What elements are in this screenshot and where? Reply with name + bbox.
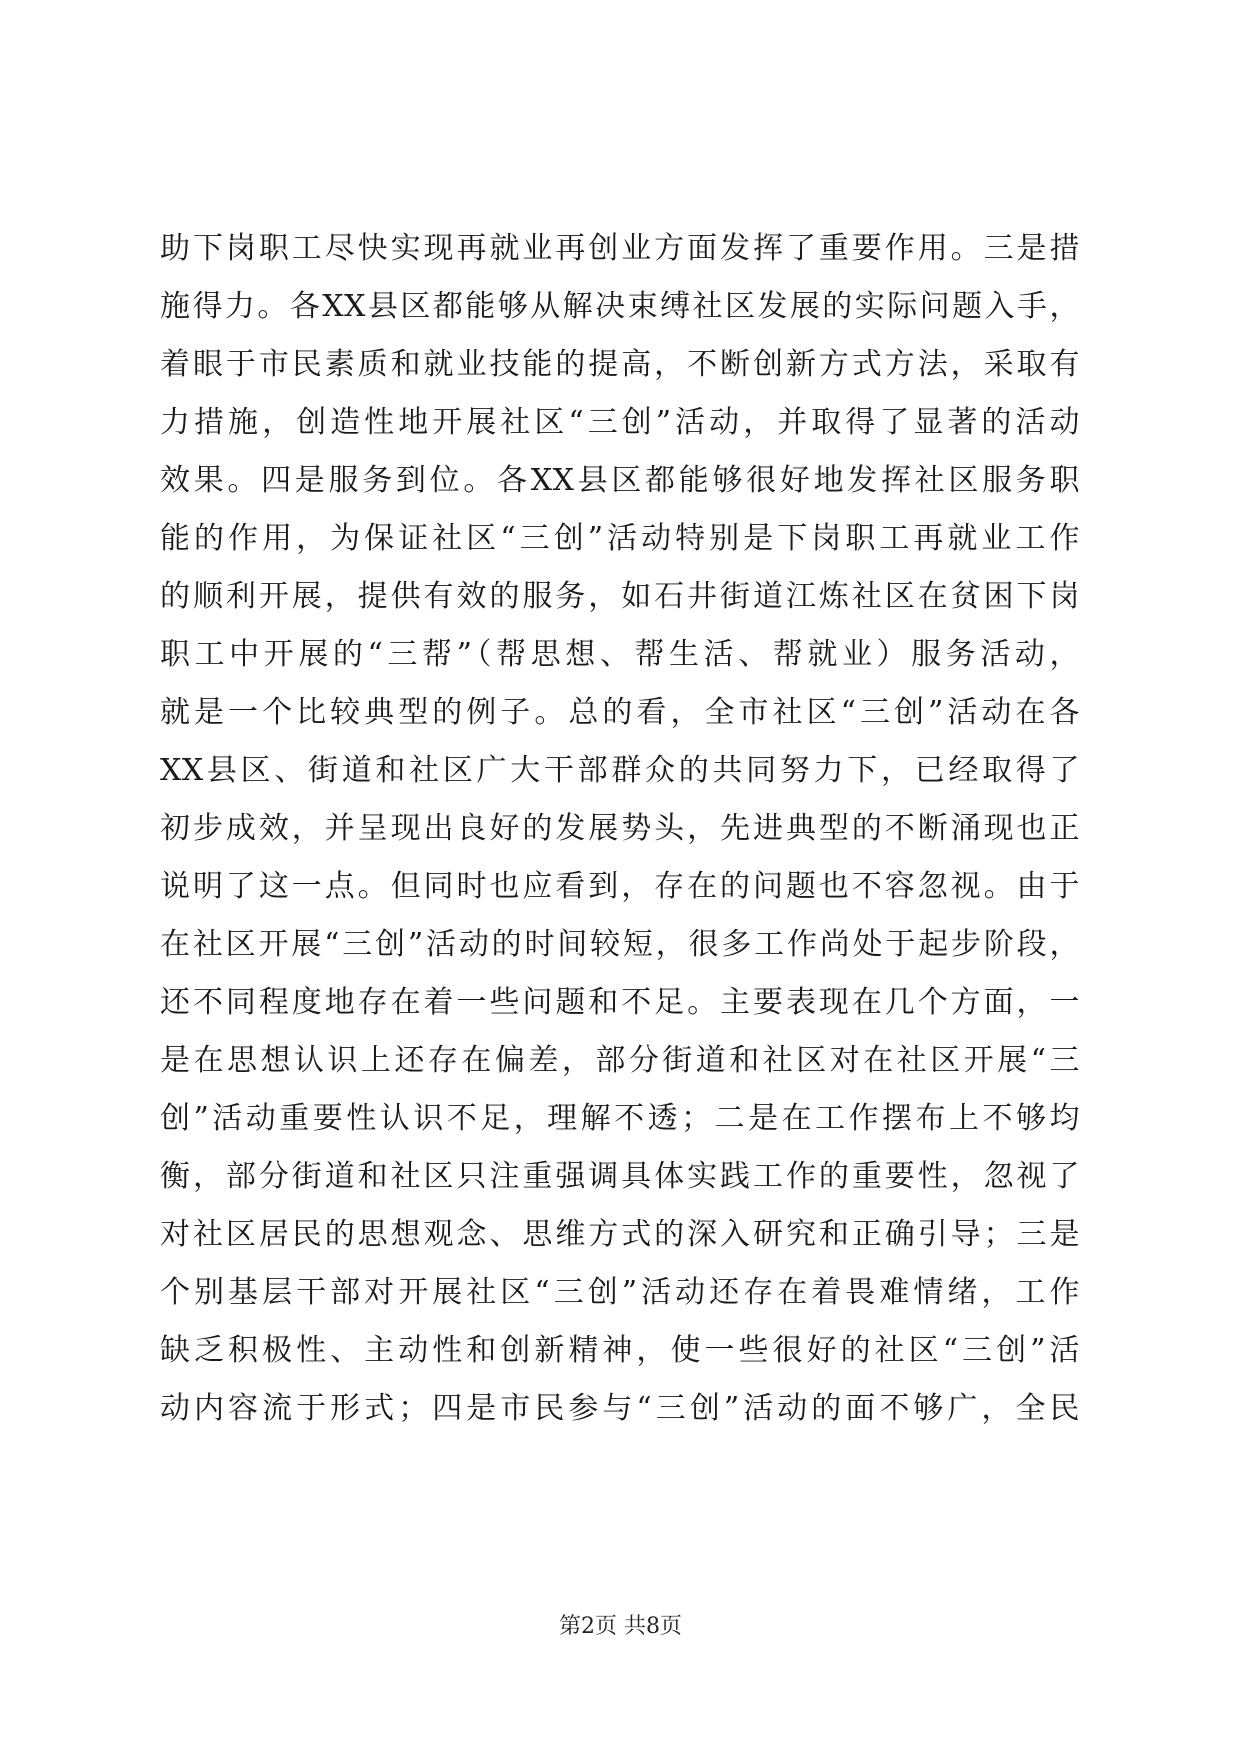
text-line: 职工中开展的“三帮”（帮思想、帮生活、帮就业）服务活动，	[160, 637, 1080, 672]
text-line: 的顺利开展，提供有效的服务，如石井街道江炼社区在贫困下岗	[160, 579, 1080, 614]
text-line: 施得力。各XX县区都能够从解决束缚社区发展的实际问题入手，	[160, 289, 1080, 324]
text-line: 效果。四是服务到位。各XX县区都能够很好地发挥社区服务职	[160, 463, 1080, 498]
text-line: 衡，部分街道和社区只注重强调具体实践工作的重要性，忽视了	[160, 1159, 1080, 1194]
text-line: 力措施，创造性地开展社区“三创”活动，并取得了显著的活动	[160, 405, 1080, 440]
text-line: 个别基层干部对开展社区“三创”活动还存在着畏难情绪，工作	[160, 1275, 1080, 1310]
text-line: 着眼于市民素质和就业技能的提高，不断创新方式方法，采取有	[160, 347, 1080, 382]
page-number-footer: 第2页 共8页	[559, 1614, 682, 1639]
text-line: 助下岗职工尽快实现再就业再创业方面发挥了重要作用。三是措	[160, 231, 1080, 266]
text-line: 缺乏积极性、主动性和创新精神，使一些很好的社区“三创”活	[160, 1333, 1080, 1368]
text-line: 还不同程度地存在着一些问题和不足。主要表现在几个方面，一	[160, 985, 1080, 1020]
text-line: 能的作用，为保证社区“三创”活动特别是下岗职工再就业工作	[160, 521, 1080, 556]
text-line: XX县区、街道和社区广大干部群众的共同努力下，已经取得了	[160, 753, 1080, 788]
text-line: 就是一个比较典型的例子。总的看，全市社区“三创”活动在各	[160, 695, 1080, 730]
text-line: 初步成效，并呈现出良好的发展势头，先进典型的不断涌现也正	[160, 811, 1080, 846]
text-line: 在社区开展“三创”活动的时间较短，很多工作尚处于起步阶段，	[160, 927, 1080, 962]
text-line: 是在思想认识上还存在偏差，部分街道和社区对在社区开展“三	[160, 1043, 1080, 1078]
text-line: 动内容流于形式；四是市民参与“三创”活动的面不够广，全民	[160, 1391, 1080, 1426]
text-line: 对社区居民的思想观念、思维方式的深入研究和正确引导；三是	[160, 1217, 1080, 1252]
text-line: 创”活动重要性认识不足，理解不透；二是在工作摆布上不够均	[160, 1101, 1080, 1136]
text-line: 说明了这一点。但同时也应看到，存在的问题也不容忽视。由于	[160, 869, 1080, 904]
body-paragraph	[160, 220, 1080, 1438]
